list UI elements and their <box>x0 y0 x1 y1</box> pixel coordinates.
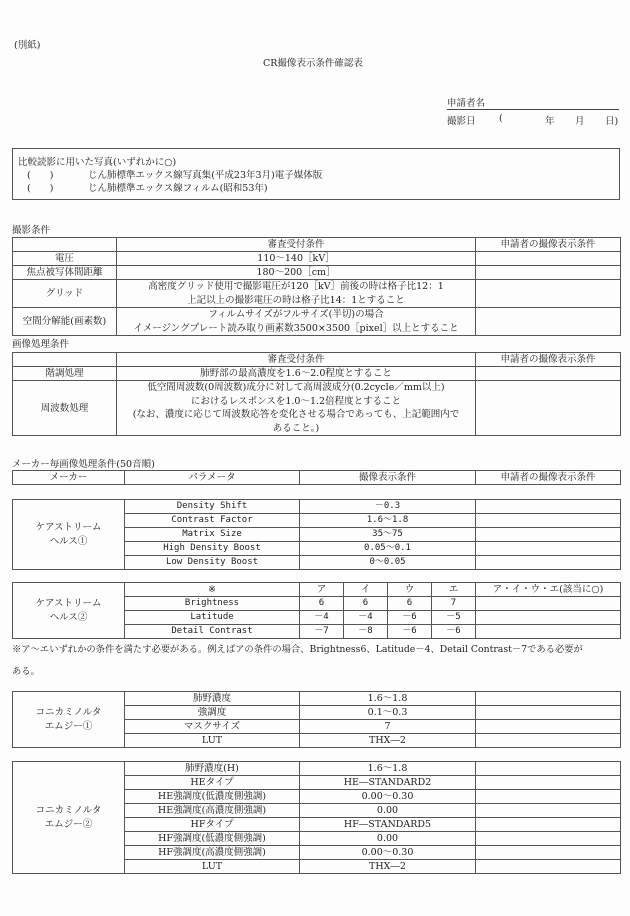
applicant-input[interactable] <box>476 790 621 804</box>
applicant-input[interactable] <box>476 381 621 436</box>
applicant-input[interactable] <box>476 734 621 748</box>
option-1-mark[interactable]: ( ) <box>27 170 54 181</box>
table-row: Matrix Size 35～75 <box>13 528 621 542</box>
capture-date-field[interactable]: 撮影日 ( 年 月 日) <box>447 113 619 127</box>
maker-header-table: メーカー パラメータ 撮像表示条件 申請者の撮像表示条件 <box>12 470 621 485</box>
table-row: コニカミノルタ エムジー① 肺野濃度 1.6～1.8 <box>13 692 621 706</box>
applicant-input[interactable] <box>476 556 621 570</box>
table-row: 階調処理 肺野部の最高濃度を1.6～2.0程度とすること <box>13 367 621 381</box>
table-row: コニカミノルタ エムジー② 肺野濃度(H) 1.6～1.8 <box>13 762 621 776</box>
attachment-label: (別紙) <box>14 40 41 51</box>
maker-konica2: コニカミノルタ エムジー② <box>13 762 125 874</box>
applicant-input[interactable] <box>476 832 621 846</box>
table-row: LUT THX―2 <box>13 734 621 748</box>
item-gradation: 階調処理 <box>13 367 117 381</box>
applicant-input[interactable] <box>476 611 621 625</box>
table-row: HF強調度(高濃度側強調) 0.00～0.30 <box>13 846 621 860</box>
table-row: Detail Contrast －7 －8 －6 －6 <box>13 625 621 639</box>
applicant-input[interactable] <box>476 818 621 832</box>
table-row: 空間分解能(画素数) フィルムサイズがフルサイズ(半切)の場合 イメージングプレート読み取り画素数3500×3500［pixel］以上とすること <box>13 308 621 336</box>
year-label: 年 <box>545 116 555 127</box>
applicant-input[interactable] <box>476 597 621 611</box>
image-processing-table: 審査受付条件 申請者の撮像表示条件 階調処理 肺野部の最高濃度を1.6～2.0程度とすること 周波数処理 低空間周波数(0周波数)成分に対して高周波成分(0.2cycle／mm以上) におけるレスポンスを1.0～1.2倍程度とすること (なお、濃度に応じて周波数応答を変化させる場合であっても、上記範囲内で あること。) <box>12 352 621 436</box>
carestream2-note-line2: ある。 <box>12 666 40 677</box>
applicant-input[interactable] <box>476 280 621 308</box>
option-2-label: じん肺標準エックス線フィルム(昭和53年) <box>88 183 268 194</box>
konica1-table <box>12 691 621 748</box>
image-processing-title: 画像処理条件 <box>12 339 70 350</box>
table-row: High Density Boost 0.05～0.1 <box>13 542 621 556</box>
applicant-input[interactable] <box>476 625 621 639</box>
table-row: HE強調度(高濃度側強調) 0.00 <box>13 804 621 818</box>
table-row: Contrast Factor 1.6～1.8 <box>13 514 621 528</box>
option-2-mark[interactable]: ( ) <box>27 183 54 194</box>
option-1-label: じん肺標準エックス線写真集(平成23年3月)電子媒体版 <box>88 170 323 181</box>
item-spatial-resolution: 空間分解能(画素数) <box>13 308 117 336</box>
table-row: Brightness 6 6 6 7 <box>13 597 621 611</box>
applicant-input[interactable] <box>476 500 621 514</box>
applicant-input[interactable] <box>476 367 621 381</box>
table-row: 焦点被写体間距離 180～200［cm］ <box>13 266 621 280</box>
applicant-input[interactable] <box>476 308 621 336</box>
header-acceptance-condition: 審査受付条件 <box>117 238 476 252</box>
header-applicant-condition: 申請者の撮像表示条件 <box>476 238 621 252</box>
konica2-table <box>12 761 621 874</box>
applicant-input[interactable] <box>476 692 621 706</box>
applicant-name-field[interactable] <box>447 95 619 110</box>
item-voltage: 電圧 <box>13 252 117 266</box>
table-row: 電圧 110～140［kV］ <box>13 252 621 266</box>
applicant-input[interactable] <box>476 762 621 776</box>
carestream2-note-line1: ※ア～エいずれかの条件を満たす必要がある。例えばアの条件の場合、Brightness6、Latitude－4、Detail Contrast－7である必要が <box>12 644 583 655</box>
table-row: HEタイプ HE―STANDARD2 <box>13 776 621 790</box>
maker-conditions-title: メーカー毎画像処理条件(50音順) <box>12 459 155 470</box>
applicant-input[interactable] <box>476 528 621 542</box>
item-frequency: 周波数処理 <box>13 381 117 436</box>
maker-konica1: コニカミノルタ エムジー① <box>13 692 125 748</box>
option-select-header: ア・イ・ウ・エ(該当に○) <box>476 583 621 597</box>
applicant-input[interactable] <box>476 776 621 790</box>
comparison-box-title: 比較読影に用いた写真(いずれかに○) <box>18 157 177 168</box>
table-row: HF強調度(低濃度側強調) 0.00 <box>13 832 621 846</box>
reference-mark: ※ <box>125 583 300 597</box>
applicant-input[interactable] <box>476 720 621 734</box>
applicant-input[interactable] <box>476 860 621 874</box>
applicant-input[interactable] <box>476 706 621 720</box>
month-label: 月 <box>575 116 585 127</box>
document-title: CR撮像表示条件確認表 <box>263 58 363 69</box>
applicant-input[interactable] <box>476 514 621 528</box>
capture-date-label: 撮影日 <box>447 116 476 127</box>
table-row: Latitude －4 －4 －6 －5 <box>13 611 621 625</box>
maker-carestream1: ケアストリーム ヘルス① <box>13 500 125 570</box>
applicant-input[interactable] <box>476 266 621 280</box>
carestream1-table <box>12 499 621 570</box>
carestream2-table: ケアストリーム ヘルス② ※ ア イ ウ エ ア・イ・ウ・エ(該当に○) Brightness 6 6 6 7 Latitude －4 －4 －6 －5 Detail Contrast －7 －8 －6 －6 <box>12 582 621 639</box>
applicant-input[interactable] <box>476 846 621 860</box>
table-row: HE強調度(低濃度側強調) 0.00～0.30 <box>13 790 621 804</box>
imaging-conditions-table <box>12 237 621 336</box>
table-row: Low Density Boost 0～0.05 <box>13 556 621 570</box>
applicant-input[interactable] <box>476 804 621 818</box>
day-label: 日) <box>605 116 619 127</box>
table-row: マスクサイズ 7 <box>13 720 621 734</box>
item-distance: 焦点被写体間距離 <box>13 266 117 280</box>
table-row: 強調度 0.1～0.3 <box>13 706 621 720</box>
table-row: LUT THX―2 <box>13 860 621 874</box>
applicant-input[interactable] <box>476 542 621 556</box>
table-row: グリッド 高密度グリッド使用で撮影電圧が120［kV］前後の時は格子比12：1 上記以上の撮影電圧の時は格子比14：1とすること <box>13 280 621 308</box>
imaging-conditions-title: 撮影条件 <box>12 225 51 236</box>
applicant-input[interactable] <box>476 252 621 266</box>
comparison-photo-box <box>12 148 620 200</box>
table-row: 周波数処理 低空間周波数(0周波数)成分に対して高周波成分(0.2cycle／mm以上) におけるレスポンスを1.0～1.2倍程度とすること (なお、濃度に応じて周波数応答を変化させる場合であっても、上記範囲内で あること。) <box>13 381 621 436</box>
header-blank <box>13 238 117 252</box>
applicant-name-label: 申請者名 <box>447 98 486 109</box>
table-row: HFタイプ HF―STANDARD5 <box>13 818 621 832</box>
item-grid: グリッド <box>13 280 117 308</box>
table-row: ケアストリーム ヘルス① Density Shift －0.3 <box>13 500 621 514</box>
maker-carestream2: ケアストリーム ヘルス② <box>13 583 125 639</box>
